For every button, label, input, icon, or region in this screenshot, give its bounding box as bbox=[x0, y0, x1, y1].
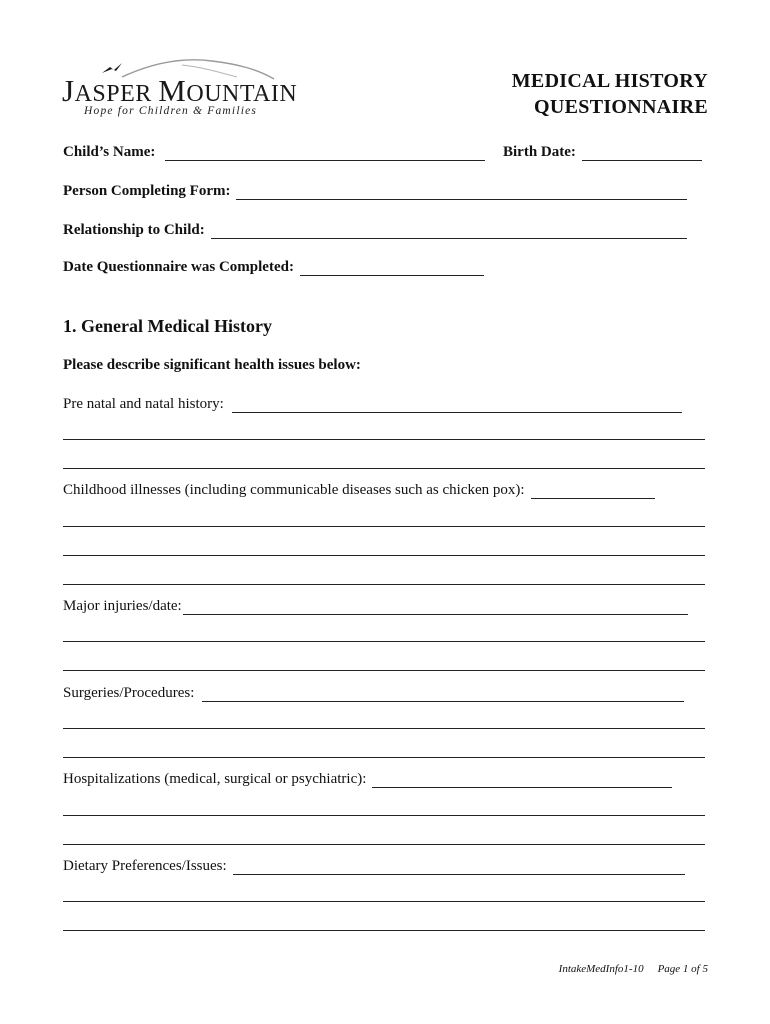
page-number: Page 1 of 5 bbox=[657, 963, 708, 975]
person-completing-field bbox=[63, 183, 687, 200]
childhood-line-4[interactable] bbox=[63, 584, 705, 585]
childs-name-input-line[interactable] bbox=[165, 146, 485, 161]
childs-name-field bbox=[63, 144, 485, 161]
hospitalizations-line-2[interactable] bbox=[63, 815, 705, 816]
childs-name-label: Child’s Name: bbox=[63, 144, 156, 160]
dietary-input-line[interactable] bbox=[233, 860, 685, 875]
instruction-text: Please describe significant health issues below: bbox=[63, 357, 361, 373]
date-completed-field bbox=[63, 259, 484, 276]
title-line-1: MEDICAL HISTORY bbox=[511, 70, 708, 92]
childhood-input-line[interactable] bbox=[531, 484, 655, 499]
injuries-line-2[interactable] bbox=[63, 641, 705, 642]
injuries-label: Major injuries/date: bbox=[63, 598, 182, 614]
injuries-field bbox=[63, 598, 688, 615]
prenatal-input-line[interactable] bbox=[232, 398, 682, 413]
logo-name: JASPER MOUNTAIN bbox=[62, 73, 298, 108]
date-completed-input-line[interactable] bbox=[300, 261, 484, 276]
person-completing-label: Person Completing Form: bbox=[63, 183, 231, 199]
surgeries-line-2[interactable] bbox=[63, 728, 705, 729]
childhood-label: Childhood illnesses (including communicable diseases such as chicken pox): bbox=[63, 482, 525, 498]
dietary-line-3[interactable] bbox=[63, 930, 705, 931]
injuries-input-line[interactable] bbox=[183, 600, 688, 615]
childhood-line-2[interactable] bbox=[63, 526, 705, 527]
relationship-input-line[interactable] bbox=[211, 224, 687, 239]
birth-date-label: Birth Date: bbox=[503, 144, 576, 160]
section-title: 1. General Medical History bbox=[63, 316, 272, 336]
prenatal-line-2[interactable] bbox=[63, 439, 705, 440]
surgeries-label: Surgeries/Procedures: bbox=[63, 685, 195, 701]
relationship-label: Relationship to Child: bbox=[63, 222, 205, 238]
prenatal-label: Pre natal and natal history: bbox=[63, 396, 224, 412]
prenatal-line-3[interactable] bbox=[63, 468, 705, 469]
jasper-mountain-logo bbox=[62, 55, 298, 125]
surgeries-line-3[interactable] bbox=[63, 757, 705, 758]
document-title bbox=[512, 68, 708, 120]
hospitalizations-line-3[interactable] bbox=[63, 844, 705, 845]
dietary-line-2[interactable] bbox=[63, 901, 705, 902]
form-code: IntakeMedInfo1-10 bbox=[558, 963, 644, 975]
hospitalizations-field bbox=[63, 771, 672, 788]
prenatal-field bbox=[63, 396, 682, 413]
hospitalizations-label: Hospitalizations (medical, surgical or psychiatric): bbox=[63, 771, 367, 787]
page-footer bbox=[559, 963, 708, 975]
date-completed-label: Date Questionnaire was Completed: bbox=[63, 259, 294, 275]
birth-date-field bbox=[503, 144, 702, 161]
hospitalizations-input-line[interactable] bbox=[372, 773, 672, 788]
dietary-label: Dietary Preferences/Issues: bbox=[63, 858, 227, 874]
relationship-field bbox=[63, 222, 687, 239]
dietary-field bbox=[63, 858, 685, 875]
logo-tagline: Hope for Children & Families bbox=[84, 105, 258, 117]
childhood-field bbox=[63, 482, 655, 499]
injuries-line-3[interactable] bbox=[63, 670, 705, 671]
surgeries-input-line[interactable] bbox=[202, 687, 684, 702]
surgeries-field bbox=[63, 685, 684, 702]
birth-date-input-line[interactable] bbox=[582, 146, 702, 161]
title-line-2: QUESTIONNAIRE bbox=[534, 96, 708, 118]
childhood-line-3[interactable] bbox=[63, 555, 705, 556]
person-completing-input-line[interactable] bbox=[236, 185, 687, 200]
